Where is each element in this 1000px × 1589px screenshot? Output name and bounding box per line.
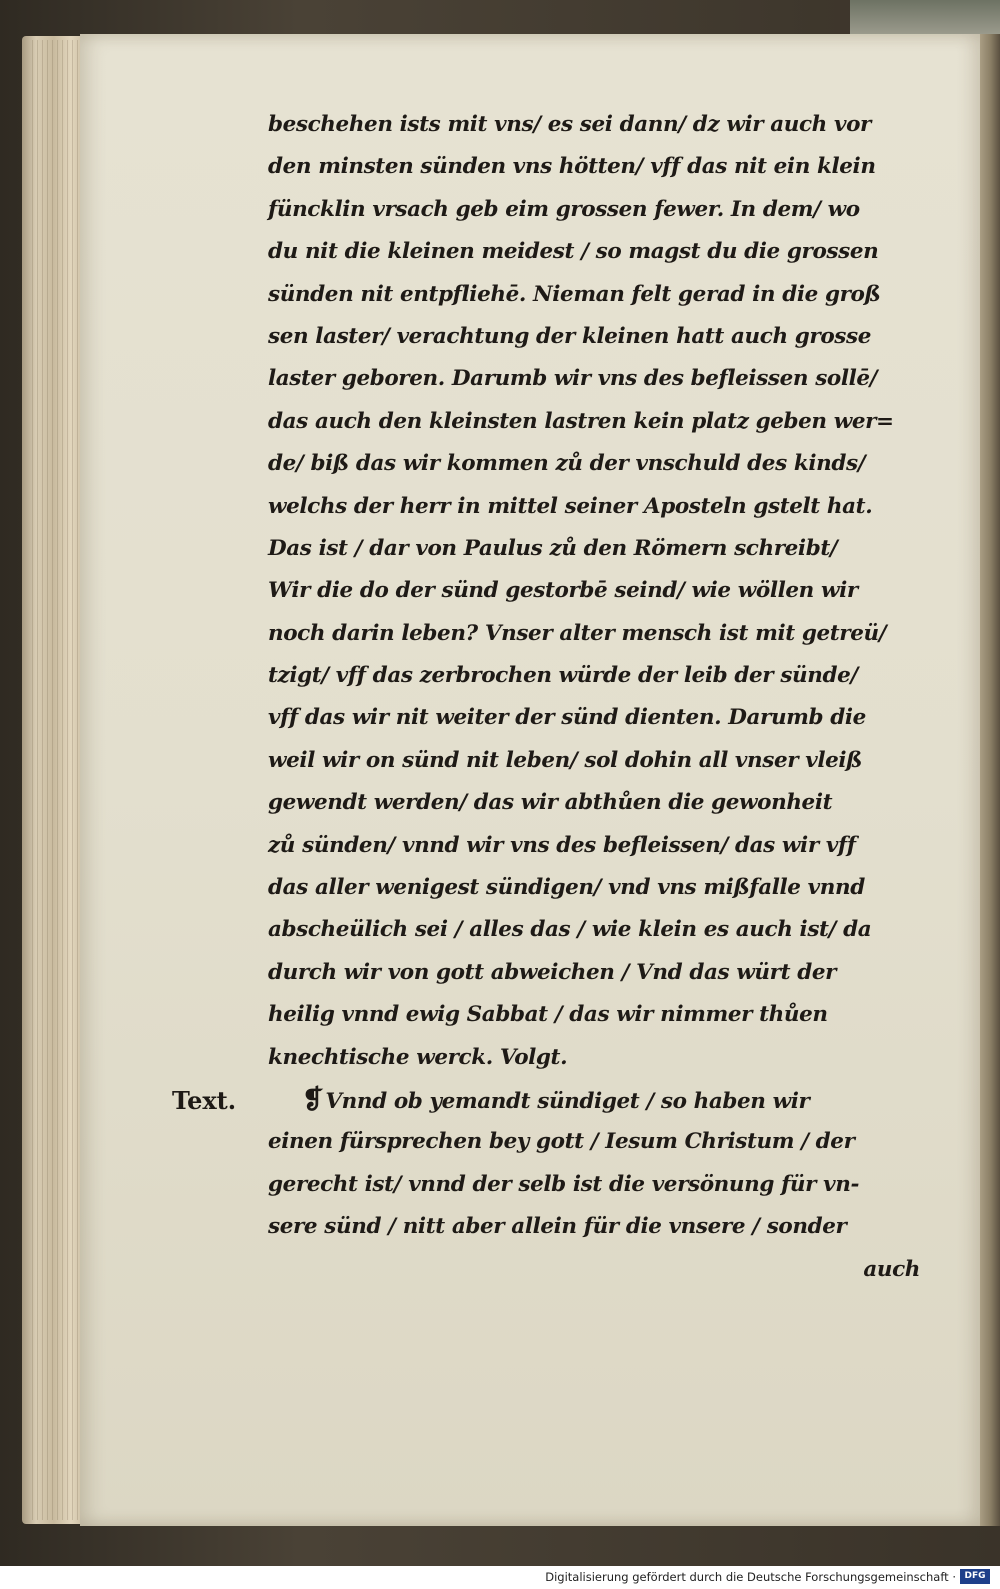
dfg-logo: DFG: [960, 1569, 990, 1584]
text-line: beschehen ists mit vns/ es sei dann/ dz wir auch vor: [268, 112, 871, 137]
scripture-line: [268, 1079, 934, 1121]
text-line: das auch den kleinsten lastren kein platz geben wer=: [268, 408, 894, 434]
footer-credit: Digitalisierung gefördert durch die Deutsche Forschungsgemeinschaft ·: [545, 1570, 956, 1584]
text-line: noch darin leben? Vnser alter mensch ist mit getreü/: [268, 620, 887, 646]
text-line: füncklin vrsach geb eim grossen fewer. In dem/ wo: [268, 196, 860, 222]
pilcrow-icon: ❡: [302, 1084, 324, 1115]
marginal-label: Text.: [172, 1086, 237, 1115]
text-line: gewendt werden/ das wir abthůen die gewonheit: [268, 790, 833, 816]
text-line: vff das wir nit weiter der sünd dienten. Darumb die: [268, 705, 866, 731]
text-line: das aller wenigest sündigen/ vnd vns mißfalle vnnd: [268, 875, 865, 901]
text-line: durch wir von gott abweichen / Vnd das würt der: [268, 959, 837, 985]
scripture-line: gerecht ist/ vnnd der selb ist die versönung für vn-: [268, 1171, 860, 1197]
text-line: sen laster/ verachtung der kleinen hatt auch grosse: [268, 323, 871, 349]
scripture-line: sere sünd / nitt aber allein für die vnsere / sonder: [268, 1214, 847, 1240]
scripture-text: Vnnd ob yemandt sündiget / so haben wir: [325, 1088, 810, 1114]
text-line: knechtische werck. Volgt.: [268, 1044, 568, 1070]
text-line: welchs der herr in mittel seiner Aposteln gstelt hat.: [268, 493, 873, 519]
text-line: du nit die kleinen meidest / so magst du die grossen: [268, 239, 879, 265]
text-line: heilig vnnd ewig Sabbat / das wir nimmer thůen: [268, 1002, 828, 1028]
book-page-edge-lines: [32, 40, 82, 1520]
text-line: de/ biß das wir kommen zů der vnschuld des kinds/: [268, 451, 866, 477]
scripture-line: einen fürsprechen bey gott / Iesum Christum / der: [268, 1129, 855, 1155]
text-line: tzigt/ vff das zerbrochen würde der leib der sünde/: [268, 663, 858, 689]
text-line: Wir die do der sünd gestorbē seind/ wie wöllen wir: [268, 578, 858, 604]
footer-bar: [0, 1566, 1000, 1589]
body-text: [268, 104, 934, 1291]
text-line: weil wir on sünd nit leben/ sol dohin all vnser vleiß: [268, 747, 863, 773]
text-line: Das ist / dar von Paulus zů den Römern schreibt/: [268, 535, 838, 561]
text-line: zů sünden/ vnnd wir vns des befleissen/ das wir vff: [268, 832, 856, 858]
text-line: laster geboren. Darumb wir vns des befleissen sollē/: [268, 366, 878, 392]
text-line: abscheülich sei / alles das / wie klein es auch ist/ da: [268, 917, 872, 943]
text-line: sünden nit entpfliehē. Nieman felt gerad in die groß: [268, 281, 881, 307]
scan-top-strip: [850, 0, 1000, 34]
catchword: auch: [863, 1256, 920, 1282]
text-line: den minsten sünden vns hötten/ vff das nit ein klein: [268, 154, 876, 180]
